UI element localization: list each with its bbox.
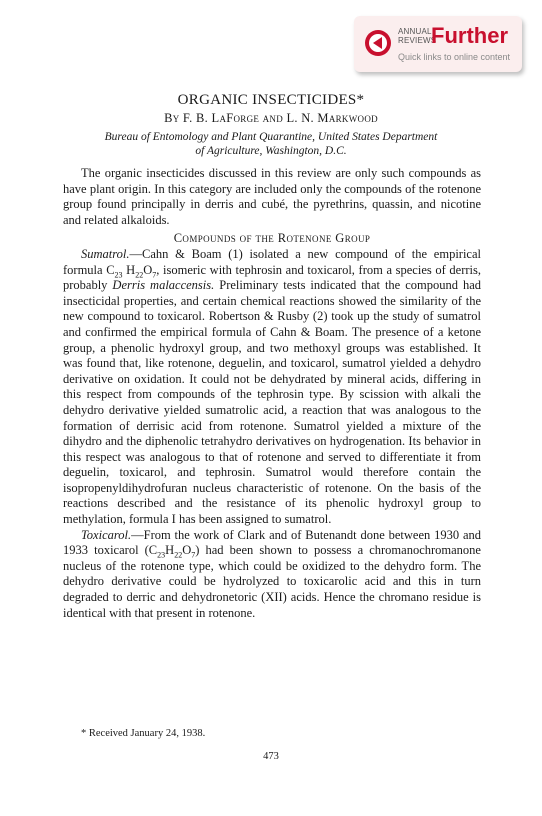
badge-subtitle: Quick links to online content — [398, 52, 511, 62]
page-number: 473 — [263, 751, 279, 762]
toxicarol-label: Toxicarol. — [81, 527, 132, 542]
author-affiliation — [60, 130, 482, 158]
formula-subscript: 22 — [135, 270, 144, 280]
badge-further-word: Further — [431, 23, 508, 48]
formula-subscript: 23 — [157, 550, 166, 560]
sumatrol-text-2: H — [122, 262, 136, 277]
toxicarol-text-2: H — [165, 543, 175, 558]
intro-paragraph: The organic insecticides discussed in this review are only such compounds as have plant origin. In this category are included only the compounds of the rotenone group found principally in derris and cubé, the pyrethrins, quassin, and nicotine and related alkaloids. — [63, 166, 481, 227]
affiliation-line-2: of Agriculture, Washington, D.C. — [195, 145, 347, 157]
affiliation-line-1: Bureau of Entomology and Plant Quarantine, United States Department — [104, 131, 438, 143]
sumatrol-text-5: Preliminary tests indicated that the compound had insecticidal properties, and certain chemical reactions showed the similarity of the new compound to toxicarol. Robertson & Rusby (2) took up the study of sumatrol and confirmed the empirical formula of Cahn & Boam. The presence of a ketone group, a phenolic hydroxyl group, and two methoxyl groups was established. It was found that, like rotenone, deguelin, and toxicarol, sumatrol yielded a dehydro derivative on oxidation. It could not be dehydrated by mineral acids, differing in this respect from compounds of the tephrosin type. By scission with alkali the dehydro derivative yielded sumatrolic acid, a reaction that was analogous to the formation of derrisic acid from rotenone. Sumatrol yielded a mixture of the dihydro and the diphenolic tetrahydro derivatives on hydrogenation. Its behavior in this respect was analogous to that of rotenone and served to differentiate it from deguelin, toxicarol, and tephrosin. Sumatrol would therefore contain the isopropenyldihydrofuran nucleus characteristic of rotenone. On the basis of the reactions described and the resistance of its phenolic hydroxyl group to methylation, formula I has been assigned to sumatrol. — [63, 278, 481, 527]
article-authors: By F. B. LaForge and L. N. Markwood — [164, 111, 378, 125]
toxicarol-paragraph — [63, 528, 481, 622]
formula-subscript: 22 — [174, 550, 183, 560]
formula-subscript: 7 — [152, 270, 157, 280]
formula-subscript: 23 — [114, 270, 123, 280]
toxicarol-text-1: —From the work of Clark and of Butenandt done between 1930 and 1933 toxicarol (C — [63, 527, 481, 558]
sumatrol-paragraph — [63, 247, 481, 528]
badge-annual-text: ANNUAL — [398, 27, 432, 36]
article-title: ORGANIC INSECTICIDES* — [177, 92, 365, 108]
toxicarol-text-3: O — [182, 543, 192, 558]
footnote: * Received January 24, 1938. — [81, 728, 206, 739]
species-name: Derris malaccensis. — [112, 278, 215, 293]
sumatrol-text-3: O — [143, 262, 153, 277]
sumatrol-label: Sumatrol. — [81, 246, 130, 261]
article-body — [63, 166, 481, 621]
further-links-badge[interactable] — [354, 16, 522, 72]
sumatrol-text-1: —Cahn & Boam (1) isolated a new compound of the empirical formula C — [63, 246, 481, 277]
badge-reviews-text: REVIEWS — [398, 36, 437, 45]
section-heading: Compounds of the Rotenone Group — [173, 231, 371, 246]
sumatrol-text-4: , isomeric with tephrosin and toxicarol, from a species of derris, probably — [63, 262, 482, 293]
annual-reviews-logo-icon — [364, 29, 392, 57]
formula-subscript: 7 — [191, 550, 196, 560]
toxicarol-text-4: ) had been shown to possess a chromanochromanone nucleus of the rotenone type, which could be oxidized to the dehydro form. The dehydro derivative could be hydrolyzed to toxicarolic acid and this in turn degraded to derric and dehydronetoric (XII) acids. Hence the chromano residue is identical with that present in rotenone. — [63, 543, 481, 620]
